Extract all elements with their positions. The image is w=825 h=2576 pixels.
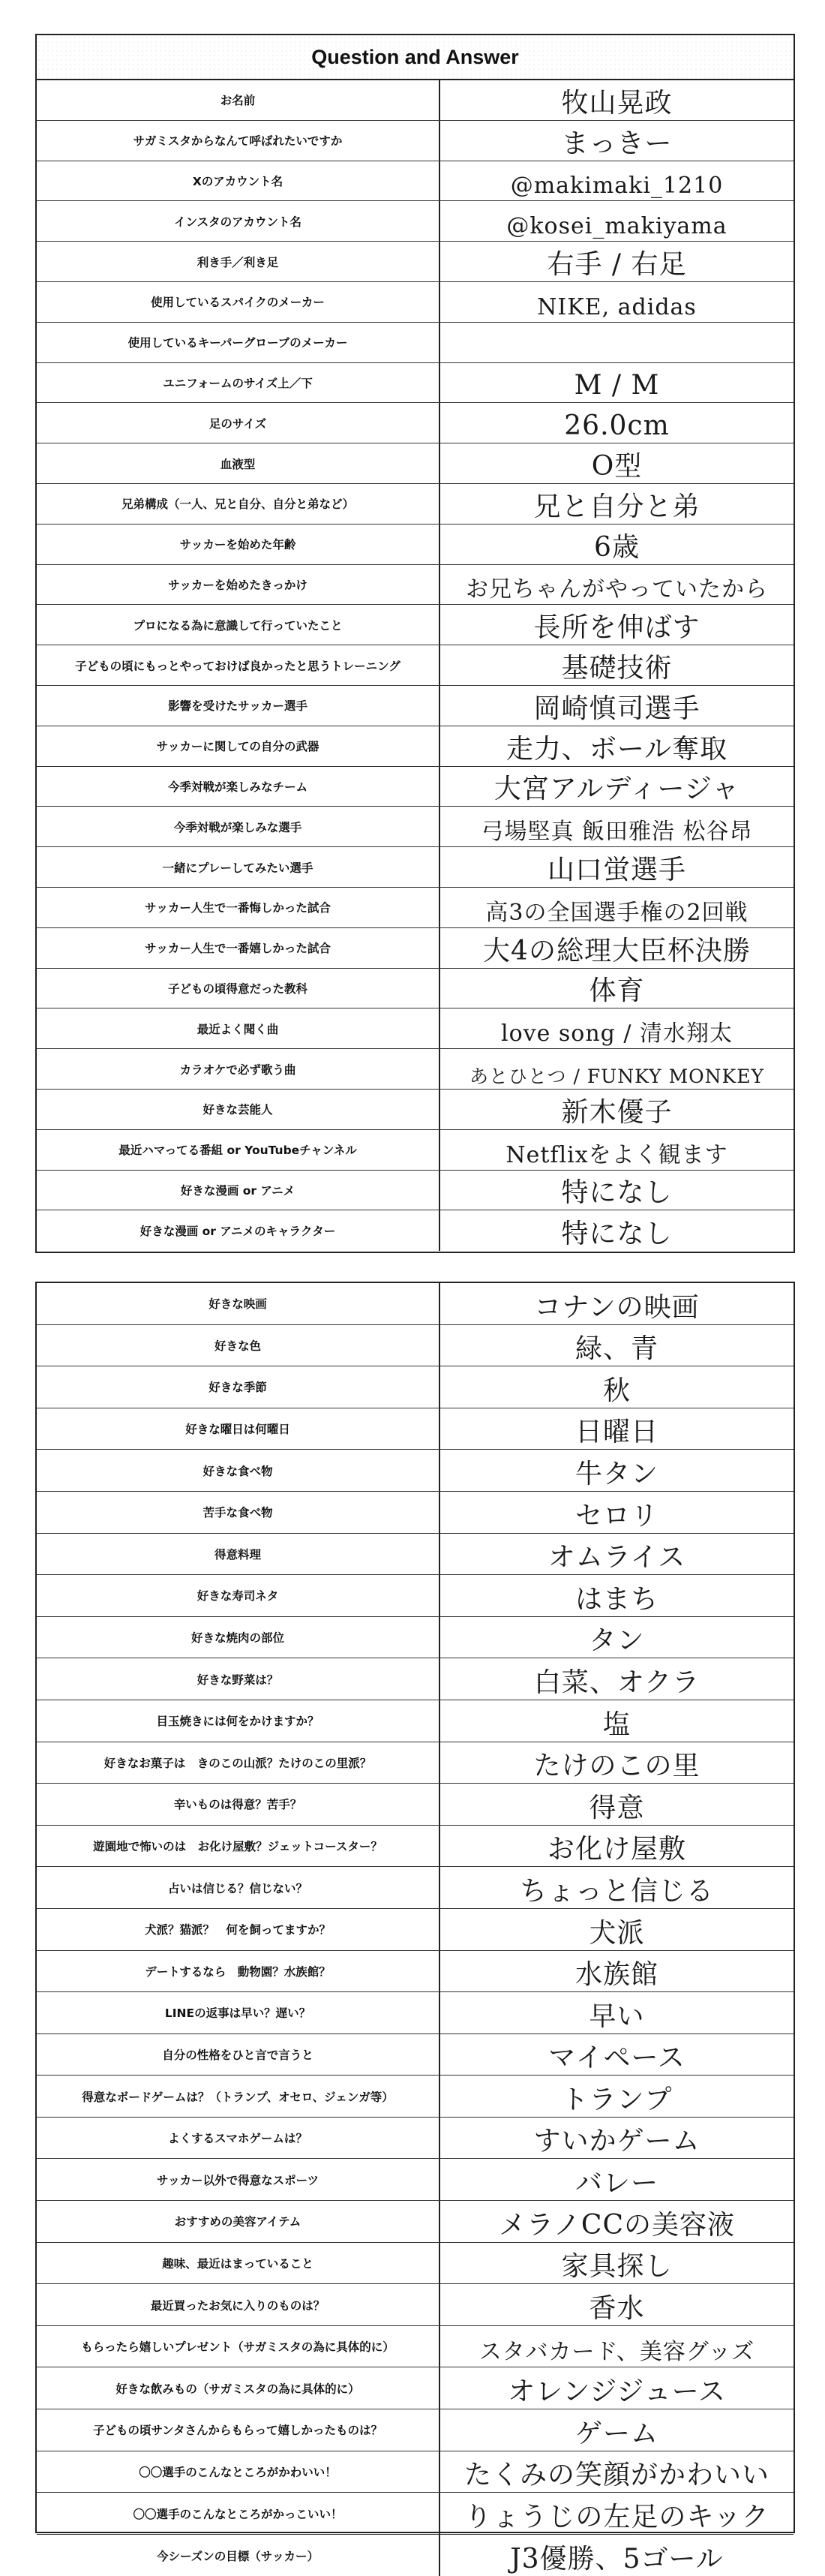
- answer-cell: 早い: [589, 2000, 645, 2032]
- answer-cell: 右手 / 右足: [547, 248, 687, 280]
- question-cell: プロになる為に意識して行っていたこと: [37, 605, 440, 645]
- question-cell: 子どもの頃得意だった教科: [37, 969, 440, 1008]
- qa-row: [37, 2451, 794, 2493]
- sheet-title: Question and Answer: [37, 35, 794, 80]
- answer-cell: あとひとつ / FUNKY MONKEY: [470, 1065, 764, 1087]
- question-cell: 兄弟構成（一人、兄と自分、自分と弟など）: [37, 484, 440, 524]
- question-cell: おすすめの美容アイテム: [37, 2201, 440, 2242]
- qa-row: [37, 1325, 794, 1367]
- question-cell: 影響を受けたサッカー選手: [37, 686, 440, 726]
- question-cell: 好きなお菓子は きのこの山派？たけのこの里派？: [37, 1742, 440, 1784]
- answer-cell: 特になし: [561, 1177, 673, 1209]
- qa-row: [37, 1658, 794, 1700]
- question-cell: Xのアカウント名: [37, 161, 440, 201]
- question-cell: 好きな漫画 or アニメのキャラクター: [37, 1210, 440, 1251]
- qa-row: [37, 1130, 794, 1171]
- qa-row: [37, 2535, 794, 2576]
- answer-cell: 基礎技術: [561, 652, 673, 684]
- question-cell: 最近買ったお気に入りのものは？: [37, 2284, 440, 2325]
- answer-cell: たくみの笑顔がかわいい: [464, 2460, 770, 2491]
- qa-row: [37, 1534, 794, 1576]
- qa-row: [37, 2076, 794, 2118]
- qa-row: [37, 443, 794, 484]
- answer-cell: 山口蛍選手: [547, 854, 686, 885]
- question-cell: インスタのアカウント名: [37, 201, 440, 241]
- answer-cell: 香水: [589, 2292, 645, 2324]
- question-cell: お名前: [37, 80, 440, 120]
- qa-row: [37, 1090, 794, 1130]
- answer-cell: 体育: [589, 975, 645, 1007]
- question-cell: 子どもの頃にもっとやっておけば良かったと思うトレーニング: [37, 645, 440, 685]
- question-cell: サッカー人生で一番悔しかった試合: [37, 888, 440, 927]
- question-cell: サッカー人生で一番嬉しかった試合: [37, 928, 440, 968]
- answer-cell: お化け屋敷: [547, 1834, 686, 1865]
- qa-row: [37, 2201, 794, 2243]
- answer-cell: コナンの映画: [534, 1291, 700, 1323]
- answer-cell: すいかゲーム: [533, 2126, 700, 2157]
- question-cell: サッカーを始めたきっかけ: [37, 565, 440, 605]
- qa-row: [37, 2409, 794, 2451]
- question-cell: 辛いものは得意？苦手？: [37, 1784, 440, 1825]
- qa-row: [37, 2284, 794, 2326]
- question-cell: 遊園地で怖いのは お化け屋敷？ジェットコースター？: [37, 1826, 440, 1867]
- question-cell: 好きな曜日は何曜日: [37, 1408, 440, 1450]
- question-cell: 自分の性格をひと言で言うと: [37, 2034, 440, 2076]
- question-cell: もらったら嬉しいプレゼント（サガミスタの為に具体的に）: [37, 2326, 440, 2367]
- question-cell: デートするなら 動物園？水族館？: [37, 1951, 440, 1992]
- question-cell: 血液型: [37, 443, 440, 483]
- answer-cell: ゲーム: [574, 2418, 658, 2449]
- question-cell: 好きな季節: [37, 1366, 440, 1408]
- qa-row: [37, 201, 794, 242]
- answer-cell: 26.0cm: [564, 410, 670, 442]
- qa-row: [37, 1049, 794, 1090]
- qa-row: [37, 645, 794, 686]
- qa-row: [37, 525, 794, 565]
- qa-row: [37, 1784, 794, 1826]
- question-cell: 得意なボードゲームは？（トランプ、オセロ、ジェンガ等）: [37, 2076, 440, 2117]
- answer-cell: たけのこの里: [533, 1751, 700, 1782]
- question-cell: 今シーズンの目標（サッカー）: [37, 2535, 440, 2576]
- question-cell: 足のサイズ: [37, 403, 440, 443]
- qa-row: [37, 969, 794, 1009]
- answer-cell: タン: [589, 1625, 645, 1657]
- qa-row: [37, 1951, 794, 1993]
- qa-row: [37, 1408, 794, 1450]
- qa-table-2: [37, 1283, 794, 2576]
- question-cell: 好きな映画: [37, 1283, 440, 1324]
- qa-row: [37, 121, 794, 161]
- answer-cell: @makimaki_1210: [510, 173, 724, 200]
- qa-row: [37, 1909, 794, 1951]
- answer-cell: 家具探し: [561, 2251, 673, 2283]
- answer-cell: オレンジジュース: [508, 2376, 726, 2408]
- question-cell: 今季対戦が楽しみな選手: [37, 807, 440, 846]
- qa-row: [37, 242, 794, 282]
- question-cell: サッカー以外で得意なスポーツ: [37, 2159, 440, 2200]
- answer-cell: 高3の全国選手権の2回戦: [485, 899, 748, 926]
- answer-cell: りょうじの左足のキック: [464, 2501, 770, 2532]
- qa-row: [37, 1492, 794, 1534]
- question-cell: 好きな寿司ネタ: [37, 1575, 440, 1616]
- qa-row: [37, 323, 794, 363]
- answer-cell: 6歳: [594, 531, 640, 563]
- answer-cell: 大宮アルディージャ: [494, 774, 740, 805]
- question-cell: 利き手／利き足: [37, 242, 440, 281]
- qa-row: [37, 726, 794, 767]
- answer-cell: 犬派: [589, 1917, 645, 1949]
- qa-row: [37, 1008, 794, 1049]
- qa-row: [37, 2159, 794, 2201]
- qa-row: [37, 1742, 794, 1784]
- answer-cell: 岡崎慎司選手: [533, 693, 700, 724]
- answer-cell: マイペース: [548, 2042, 686, 2074]
- question-cell: 好きな芸能人: [37, 1090, 440, 1129]
- qa-row: [37, 605, 794, 645]
- answer-cell: まっきー: [561, 128, 673, 159]
- answer-cell: 塩: [602, 1709, 631, 1740]
- answer-cell: NIKE, adidas: [537, 293, 697, 320]
- qa-row: [37, 686, 794, 726]
- answer-cell: トランプ: [561, 2084, 673, 2115]
- qa-row: [37, 1867, 794, 1909]
- qa-row: [37, 1171, 794, 1211]
- qa-row: [37, 2034, 794, 2076]
- question-cell: 好きな野菜は？: [37, 1658, 440, 1700]
- question-cell: 最近ハマってる番組 or YouTubeチャンネル: [37, 1130, 440, 1170]
- question-cell: サッカーを始めた年齢: [37, 525, 440, 564]
- qa-row: [37, 2367, 794, 2409]
- answer-cell: 弓場堅真 飯田雅浩 松谷昂: [481, 819, 753, 846]
- answer-cell: 白菜、オクラ: [533, 1667, 700, 1698]
- qa-row: [37, 161, 794, 202]
- qa-row: [37, 80, 794, 121]
- qa-row: [37, 767, 794, 807]
- qa-row: [37, 888, 794, 928]
- answer-cell: ちょっと信じる: [519, 1875, 714, 1907]
- answer-cell: バレー: [574, 2168, 658, 2199]
- question-cell: サガミスタからなんて呼ばれたいですか: [37, 121, 440, 161]
- answer-cell: O型: [591, 450, 643, 482]
- qa-row: [37, 1210, 794, 1251]
- question-cell: 得意料理: [37, 1534, 440, 1575]
- question-cell: 占いは信じる？信じない？: [37, 1867, 440, 1908]
- question-cell: 子どもの頃サンタさんからもらって嬉しかったものは？: [37, 2409, 440, 2451]
- qa-row: [37, 1366, 794, 1408]
- qa-row: [37, 928, 794, 969]
- qa-row: [37, 565, 794, 606]
- qa-table-1: [37, 80, 794, 1251]
- qa-row: [37, 403, 794, 443]
- answer-cell: 長所を伸ばす: [533, 612, 700, 644]
- qa-row: [37, 1700, 794, 1742]
- question-cell: 目玉焼きには何をかけますか？: [37, 1700, 440, 1742]
- question-cell: 一緒にプレーしてみたい選手: [37, 847, 440, 887]
- qa-row: [37, 1450, 794, 1492]
- answer-cell: オムライス: [548, 1542, 686, 1574]
- qa-row: [37, 847, 794, 888]
- question-cell: 今季対戦が楽しみなチーム: [37, 767, 440, 807]
- qa-row: [37, 2118, 794, 2160]
- answer-cell: セロリ: [574, 1500, 658, 1531]
- question-cell: 苦手な食べ物: [37, 1492, 440, 1533]
- question-cell: 好きな漫画 or アニメ: [37, 1171, 440, 1210]
- question-cell: LINEの返事は早い？遅い？: [37, 1992, 440, 2033]
- question-cell: 趣味、最近はまっていること: [37, 2243, 440, 2284]
- question-cell: 好きな焼肉の部位: [37, 1617, 440, 1658]
- question-cell: 好きな飲みもの（サガミスタの為に具体的に）: [37, 2367, 440, 2409]
- qa-row: [37, 282, 794, 323]
- qa-row: [37, 1283, 794, 1325]
- question-cell: ユニフォームのサイズ上／下: [37, 363, 440, 403]
- answer-cell: 兄と自分と弟: [533, 491, 700, 522]
- question-cell: 好きな色: [37, 1325, 440, 1366]
- answer-cell: 水族館: [574, 1959, 658, 1991]
- qa-row: [37, 2493, 794, 2535]
- qa-sheet-2: [35, 1282, 795, 2575]
- answer-cell: スタバカード、美容グッズ: [478, 2339, 755, 2366]
- answer-cell: 緑、青: [574, 1333, 658, 1365]
- answer-cell: 牧山晃政: [561, 87, 673, 119]
- question-cell: 好きな食べ物: [37, 1450, 440, 1491]
- answer-cell: お兄ちゃんがやっていたから: [466, 576, 768, 603]
- answer-cell: 秋: [602, 1375, 631, 1406]
- qa-row: [37, 1617, 794, 1659]
- question-cell: 使用しているキーパーグローブのメーカー: [37, 323, 440, 362]
- answer-cell: 日曜日: [574, 1417, 658, 1448]
- answer-cell: J3優勝、5ゴール: [510, 2544, 724, 2575]
- qa-row: [37, 2326, 794, 2368]
- question-cell: 〇〇選手のこんなところがかわいい！: [37, 2451, 440, 2493]
- answer-cell: @kosei_makiyama: [506, 213, 728, 240]
- answer-cell: 牛タン: [574, 1458, 658, 1489]
- answer-cell: 大4の総理大臣杯決勝: [483, 935, 751, 966]
- question-cell: よくするスマホゲームは？: [37, 2118, 440, 2159]
- answer-cell: 特になし: [561, 1219, 673, 1250]
- qa-sheet-1: [35, 34, 795, 1253]
- qa-row: [37, 1992, 794, 2034]
- answer-cell: Netflixをよく観ます: [506, 1141, 728, 1168]
- question-cell: 〇〇選手のこんなところがかっこいい！: [37, 2493, 440, 2534]
- question-cell: サッカーに関しての自分の武器: [37, 726, 440, 766]
- answer-cell: メラノCCの美容液: [498, 2209, 735, 2241]
- answer-cell: [440, 323, 794, 362]
- answer-cell: 得意: [589, 1792, 645, 1823]
- question-cell: カラオケで必ず歌う曲: [37, 1049, 440, 1089]
- answer-cell: 走力、ボール奪取: [506, 733, 728, 765]
- question-cell: 使用しているスパイクのメーカー: [37, 282, 440, 322]
- qa-row: [37, 1575, 794, 1617]
- qa-row: [37, 2243, 794, 2285]
- question-cell: 最近よく聞く曲: [37, 1008, 440, 1048]
- qa-row: [37, 484, 794, 525]
- qa-row: [37, 807, 794, 847]
- qa-row: [37, 1826, 794, 1868]
- question-cell: 犬派？猫派？ 何を飼ってますか？: [37, 1909, 440, 1950]
- answer-cell: M / M: [574, 370, 660, 401]
- answer-cell: はまち: [574, 1583, 658, 1615]
- answer-cell: 新木優子: [561, 1096, 673, 1128]
- qa-row: [37, 363, 794, 404]
- answer-cell: love song / 清水翔太: [500, 1020, 734, 1048]
